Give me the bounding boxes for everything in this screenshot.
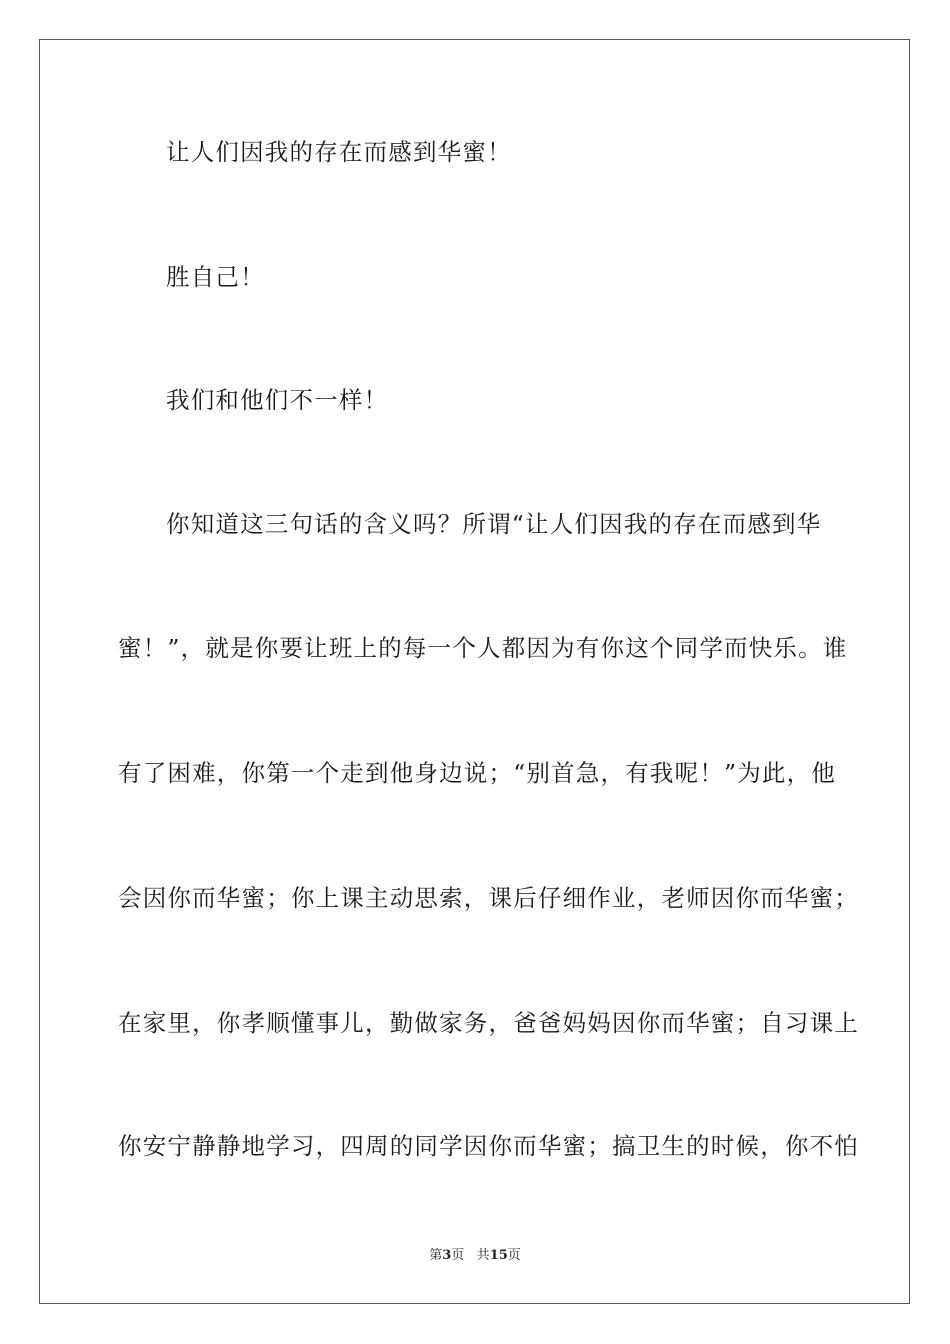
text-line: 你知道这三句话的含义吗？所谓“让人们因我的存在而感到华 xyxy=(166,510,822,538)
text-line: 胜自己！ xyxy=(166,263,265,291)
text-line: 有了困难，你第一个走到他身边说；“别首急，有我呢！”为此，他 xyxy=(118,759,837,787)
text-line: 蜜！”，就是你要让班上的每一个人都因为有你这个同学而快乐。谁 xyxy=(118,634,848,662)
page-border xyxy=(39,39,910,1304)
text-line: 我们和他们不一样！ xyxy=(166,386,389,414)
footer-page-number: 3 xyxy=(442,1248,452,1263)
text-line: 会因你而华蜜；你上课主动思索，课后仔细作业，老师因你而华蜜； xyxy=(118,884,859,912)
page-footer xyxy=(0,1247,950,1265)
text-line: 让人们因我的存在而感到华蜜！ xyxy=(166,138,512,166)
footer-page-suffix: 页 xyxy=(451,1248,465,1263)
footer-page-prefix: 第 xyxy=(429,1248,443,1263)
footer-total-prefix: 共 xyxy=(476,1248,490,1263)
text-line: 你安宁静静地学习，四周的同学因你而华蜜；搞卫生的时候，你不怕 xyxy=(118,1132,859,1160)
text-line: 在家里，你孝顺懂事儿，勤做家务，爸爸妈妈因你而华蜜；自习课上 xyxy=(118,1009,859,1037)
footer-total-suffix: 页 xyxy=(507,1248,521,1263)
footer-total-pages: 15 xyxy=(489,1248,508,1263)
